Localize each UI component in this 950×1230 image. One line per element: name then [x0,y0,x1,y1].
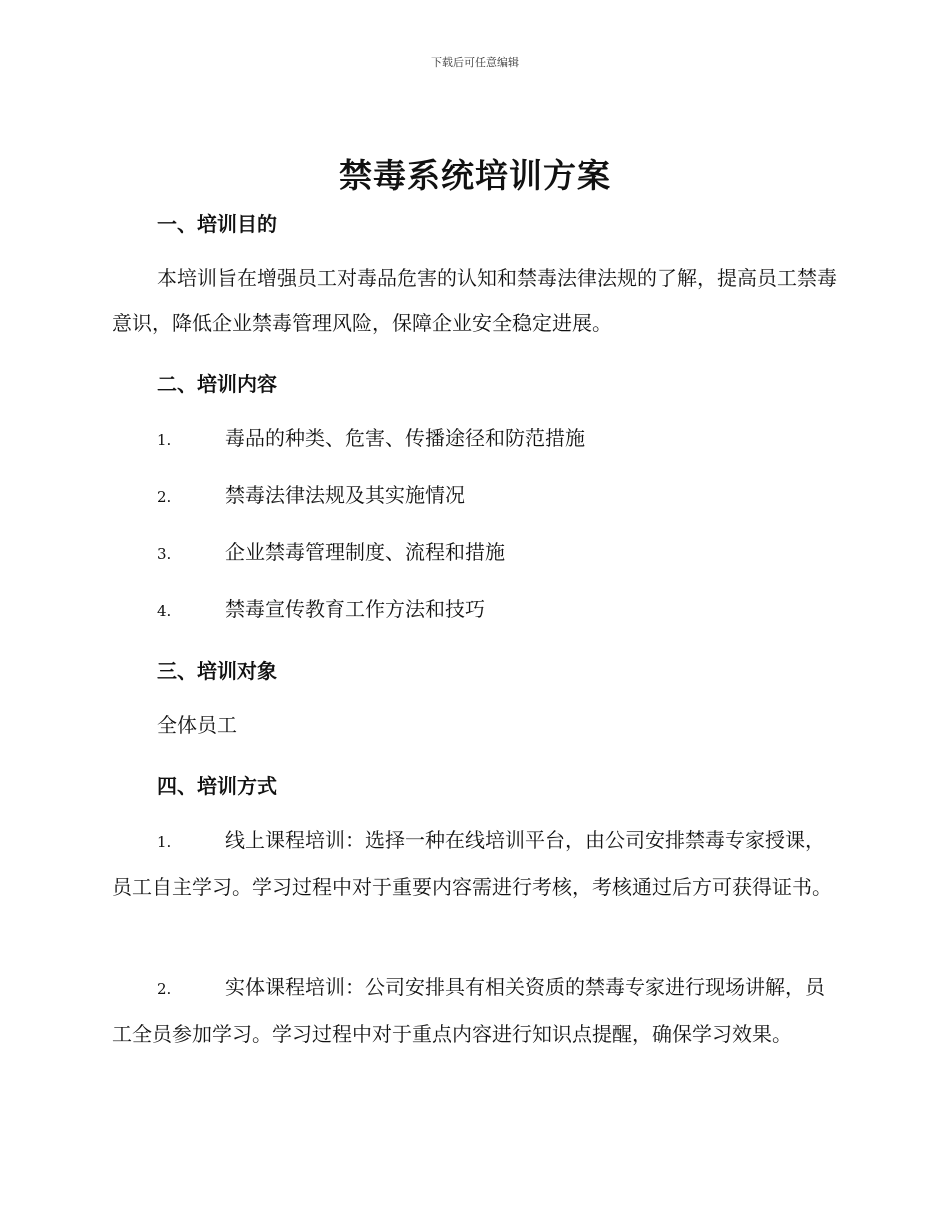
list-item-text: 企业禁毒管理制度、流程和措施 [225,540,505,564]
list-item-number: 2. [157,488,172,506]
list-item-text: 线上课程培训：选择一种在线培训平台，由公司安排禁毒专家授课，员工自主学习。学习过程中对于重要内容需进行考核，考核通过后方可获得证书。 [112,828,832,899]
list-item-number: 3. [157,545,172,563]
section-heading-method: 四、培训方式 [157,774,277,798]
page-header-note: 下载后可任意编辑 [431,56,519,69]
list-item-number: 1. [157,833,172,851]
list-item [157,416,585,463]
list-item [157,587,485,634]
list-item-number: 4. [157,602,172,620]
paragraph-audience: 全体员工 [157,713,237,737]
method-item-online [112,818,837,910]
list-item-text: 毒品的种类、危害、传播途径和防范措施 [225,426,585,450]
paragraph-purpose-text: 本培训旨在增强员工对毒品危害的认知和禁毒法律法规的了解，提高员工禁毒意识，降低企业禁毒管理风险，保障企业安全稳定进展。 [112,266,837,335]
list-item-number: 1. [157,431,172,449]
section-heading-purpose: 一、培训目的 [157,212,277,236]
section-heading-content: 二、培训内容 [157,372,277,396]
list-item [157,473,465,520]
document-title: 禁毒系统培训方案 [339,156,611,195]
list-item-text: 禁毒法律法规及其实施情况 [225,483,465,507]
method-item-onsite [112,965,837,1057]
list-item [157,530,505,577]
list-item-text: 禁毒宣传教育工作方法和技巧 [225,597,485,621]
list-item-text: 实体课程培训：公司安排具有相关资质的禁毒专家进行现场讲解，员工全员参加学习。学习过程中对于重点内容进行知识点提醒，确保学习效果。 [112,975,825,1046]
paragraph-purpose [112,256,837,346]
section-heading-audience: 三、培训对象 [157,659,277,683]
list-item-number: 2. [157,980,172,998]
